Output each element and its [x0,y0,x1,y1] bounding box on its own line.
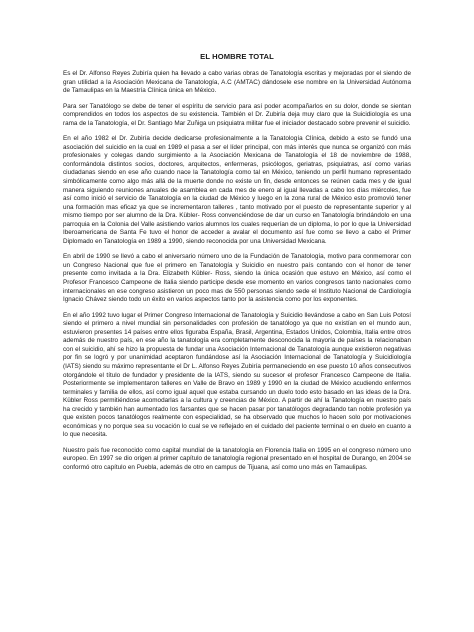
paragraph-1990: En abril de 1990 se llevó a cabo el aniversario número uno de la Fundación de Tanatología, motivo para conmemorar con un Congreso Nacional que fue el primero en Tanatología y Suicidio en nuestro país contando con el honor de tener presente como invitada a la Dra. Elizabeth Kübler- Ross, siendo la única ocasión que estuvo en México, así como el Profesor Francesco Campeone de Italia siendo participe desde ese momento en varios congresos tanto nacionales como internacionales en ese congreso asistieron un poco mas de 550 personas siendo sede el Instituto Nacional de Cardiología Ignacio Chávez siendo todo un éxito en varios aspectos tanto por la asistencia como por los exponentes. [63,253,411,304]
paragraph-1982: En el año 1982 el Dr. Zubiría decide dedicarse profesionalmente a la Tanatología Clínica, debido a esto se fundó una asociación del suicidio en la cual en 1989 el pasa a ser el líder principal, con más interés que nunca se organizó con más profesionales y colegas dando surgimiento a la Asociación Mexicana de Tanatología el 18 de noviembre de 1988, conformándola distintos socios, doctores, arquitectos, enfermeras, psicólogos, geriatras, psiquiatras, así como varias ciudadanas siendo en ese año cuando nace la Tanatología como tal en México, teniendo un perfil humano representado simbólicamente como algo más allá de la muerte donde no existe un fin, desde entonces se reúnen cada mes y de igual manera siguiendo reuniones anuales de asamblea en cada mes de enero al igual llevadas a cabo los días miércoles, fue así como inició el servicio de Tanatología en la ciudad de México y luego en la zona rural de México esto promovió tener una formación mas eficaz ya que se incrementaron talleres , tanto motivado por el puesto de representante superior y al mismo tiempo por ser alumno de la Dra. Kübler- Ross convenciéndose de dar un curso en Tanatología brindándolo en una parroquia en la Colonia del Valle asistiendo varios alumnos los cuales requerían de un diploma, lo por lo que la Universidad Iberoamericana de Santa Fe tuvo el honor de acceder a avalar el documento así fue como se llevo a cabo el Primer Diplomado en Tanatología en 1989 a 1990, siendo reconocida por una Universidad Mexicana. [63,135,411,245]
document-title: EL HOMBRE TOTAL [200,52,274,61]
paragraph-1992: En el año 1992 tuvo lugar el Primer Congreso Internacional de Tanatología y Suicidio llevándose a cabo en San Luis Potosí siendo el primero a nivel mundial sin personalidades con profesión de tanatólogo ya que no existían en el mundo aun, estuvieron presentes 14 países entre ellos figuraba España, Brasil, Argentina, Estados Unidos, Colombia, Italia entre otros además de nuestro país, en ese año la tanatología era completamente desconocida la mayoría de países la relacionaban con el suicidio, ahí se hizo la propuesta de fundar una Asociación Internacional de Tanatología aunque existieron negativas por fin se logró y por unanimidad aceptaron fundándose así la Asociación Internacional de Tanatología y Suicidiología (IATS) siendo su máximo representante el Dr L. Alfonso Reyes Zubiría permaneciendo en ese puesto 10 años consecutivos otorgándole el título de fundador y presidente de la IATS, siendo su sucesor el profesor Francesco Campeone de Italia. Posteriormente se implementaron talleres en Valle de Bravo en 1989 y 1990 en la ciudad de México acudiendo enfermos terminales y familia de ellos, así como igual aquel que estaba cursando un duelo todo esto basado en las ideas de la Dra. Kübler Ross permitiéndose acomodarlas a la cultura y creencias de México. A partir de ahí la Tanatología en nuestro país ha crecido y también han aumentado los farsantes que se hacen pasar por tanatólogos degradando tan noble profesión ya que existen pocos tanatólogos realmente con especialidad, se ha observado que muchos lo hacen solo por motivaciones económicas y no porque sea su vocación lo cual se ve reflejado en el cuidado del paciente terminal o en duelo en cuanto a lo que necesita. [63,311,411,439]
paragraph-capital-mundial: Nuestro país fue reconocido como capital mundial de la tanatología en Florencia Italia en 1995 en el congreso número uno europeo. En 1997 se dio origen al primer capítulo de tanatología regional presentado en el hospital de Durango, en 2004 se conformó otro capítulo en Puebla, además de otro en campus de Tijuana, así como uno más en Tamaulipas. [63,446,411,471]
paragraph-tanatologo: Para ser Tanatólogo se debe de tener el espíritu de servicio para así poder acompañarlos en su dolor, donde se sientan comprendidos en todos los aspectos de su existencia. También el Dr. Zubiría deja muy claro que la Suicidiología es una rama de la Tanatología, el Dr. Santiago Mar Zuñiga un psiquiatra militar fue el iniciador destacado sobre prevenir el suicidio. [63,102,411,127]
paragraph-intro: Es el Dr. Alfonso Reyes Zubiría quien ha llevado a cabo varias obras de Tanatología escritas y mejoradas por el siendo de gran utilidad a la Asociación Mexicana de Tanatología, A.C (AMTAC) dándosele ese nombre en la Universidad Autónoma de Tamaulipas en la Maestría Clínica única en México. [63,70,411,95]
